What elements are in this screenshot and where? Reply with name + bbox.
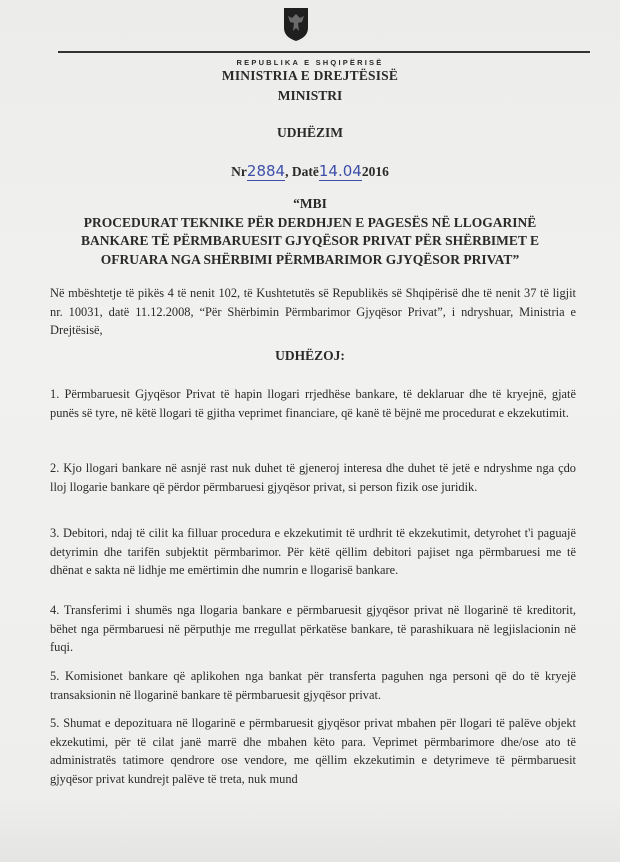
title-line: “MBI bbox=[293, 196, 327, 211]
title-line: BANKARE TË PËRMBARUESIT GJYQËSOR PRIVAT PËR SHËRBIMET E bbox=[81, 233, 539, 248]
year-value: 2016 bbox=[361, 164, 389, 179]
paragraph-2: 2. Kjo llogari bankare në asnjë rast nuk duhet të gjeneroj interesa dhe duhet të jetë e ndryshme nga çdo lloj llogarie bankare që përdor përmbaruesi gjyqësor privat, si person fizik ose juridik. bbox=[50, 461, 576, 494]
title-line: OFRUARA NGA SHËRBIMI PËRMBARIMOR GJYQËSOR PRIVAT” bbox=[100, 251, 520, 267]
document-type: UDHËZIM bbox=[276, 125, 343, 140]
ministry-name: MINISTRIA E DREJTËSISË bbox=[221, 68, 399, 83]
date-label: , Datë bbox=[285, 164, 319, 179]
republic-label: REPUBLIKA E SHQIPËRISË bbox=[236, 58, 384, 67]
document-title bbox=[0, 195, 620, 269]
nr-value: 2884 bbox=[246, 162, 286, 180]
document-number-line bbox=[0, 162, 620, 180]
paragraph-5: 5. Komisionet bankare që aplikohen nga bankat për transferta paguhen nga personi që do të kryejë transaksionin në llogarinë bankare të përmbaruesit gjyqësor privat. bbox=[50, 669, 576, 702]
paragraph-4: 4. Transferimi i shumës nga llogaria bankare e përmbaruesit gjyqësor privat në llogarinë të kreditorit, bëhet nga përmbaruesi në përputhje me rregullat përkatëse bankare, të parashikuara në legjislacionin në fuqi. bbox=[50, 603, 576, 655]
preamble-paragraph: Në mbështetje të pikës 4 të nenit 102, të Kushtetutës së Republikës së Shqipërisë dhe të nenit 37 të ligjit nr. 10031, datë 11.12.2008, “Për Shërbimin Përmbarimor Gjyqësor Privat”, i ndryshuar, Ministria e Drejtësisë, bbox=[50, 286, 576, 338]
title-line: PROCEDURAT TEKNIKE PËR DERDHJEN E PAGESËS NË LLOGARINË bbox=[83, 214, 537, 230]
page-shadow bbox=[0, 792, 620, 862]
minister-label: MINISTRI bbox=[277, 88, 343, 103]
header-rule bbox=[58, 51, 590, 53]
paragraph-3: 3. Debitori, ndaj të cilit ka filluar procedura e ekzekutimit të urdhrit të ekzekutimit, detyrohet t'i paguajë detyrimin dhe tarifën subjektit përmbarimor. Për këtë qëllim debitori pajiset nga përmbaruesi me të dhënat e sakta në lidhje me emërtimin dhe numrin e llogarisë bankare. bbox=[50, 526, 576, 578]
nr-label: Nr bbox=[231, 164, 247, 179]
section-heading: UDHËZOJ: bbox=[275, 348, 345, 363]
paragraph-6: 5. Shumat e depozituara në llogarinë e përmbaruesit gjyqësor privat mbahen për llogari të palëve objekt ekzekutimi, për të cilat janë marrë dhe mbahen këto para. Veprimet përmbarimore dhe/ose ato të administratës tatimore qendrore ose vendore, me qëllim ekzekutimin e detyrimeve të përmbaruesit gjyqësor privat kundrejt palëve të treta, nuk mund bbox=[50, 716, 576, 786]
albanian-eagle-emblem-icon bbox=[282, 6, 310, 42]
paragraph-1: 1. Përmbaruesit Gjyqësor Privat të hapin llogari rrjedhëse bankare, të deklaruar dhe të kryejnë, gjatë punës së tyre, në këtë llogari të gjitha veprimet financiare, që kanë të bëjnë me procedurat e ekzekutimit. bbox=[50, 387, 576, 420]
date-value: 14.04 bbox=[318, 162, 362, 180]
